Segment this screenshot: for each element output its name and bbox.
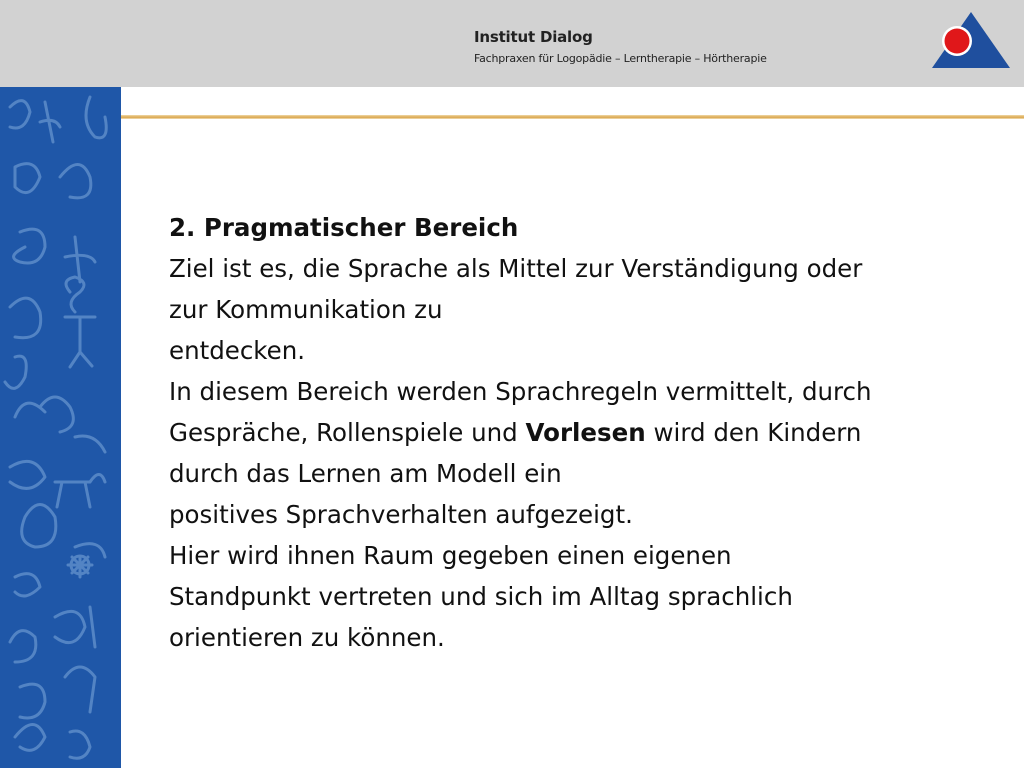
- chalk-doodles-decoration: [0, 87, 121, 768]
- logo-red-dot: [945, 29, 970, 54]
- body-line: orientieren zu können.: [169, 623, 445, 652]
- body-line: zur Kommunikation zu: [169, 295, 443, 324]
- body-text: Gespräche, Rollenspiele und: [169, 418, 526, 447]
- decorative-sidebar: [0, 87, 121, 768]
- header-bar: [0, 0, 1024, 87]
- body-line: durch das Lernen am Modell ein: [169, 459, 562, 488]
- emphasized-word: Vorlesen: [525, 418, 646, 447]
- organization-subtitle: Fachpraxen für Logopädie – Lerntherapie – Hörtherapie: [474, 52, 767, 65]
- body-line: Ziel ist es, die Sprache als Mittel zur Verständigung oder: [169, 254, 863, 283]
- body-line: Hier wird ihnen Raum gegeben einen eigenen: [169, 541, 732, 570]
- body-line: In diesem Bereich werden Sprachregeln vermittelt, durch: [169, 377, 872, 406]
- institute-logo-icon: [930, 10, 1012, 72]
- body-line: positives Sprachverhalten aufgezeigt.: [169, 500, 633, 529]
- body-line: Standpunkt vertreten und sich im Alltag sprachlich: [169, 582, 793, 611]
- body-text: wird den Kindern: [645, 418, 862, 447]
- slide-body: [169, 207, 989, 658]
- gold-divider-line: [121, 115, 1024, 119]
- slide-heading: 2. Pragmatischer Bereich: [169, 213, 519, 242]
- body-line-with-emphasis: [169, 412, 989, 453]
- body-line: entdecken.: [169, 336, 306, 365]
- organization-name: Institut Dialog: [474, 28, 593, 46]
